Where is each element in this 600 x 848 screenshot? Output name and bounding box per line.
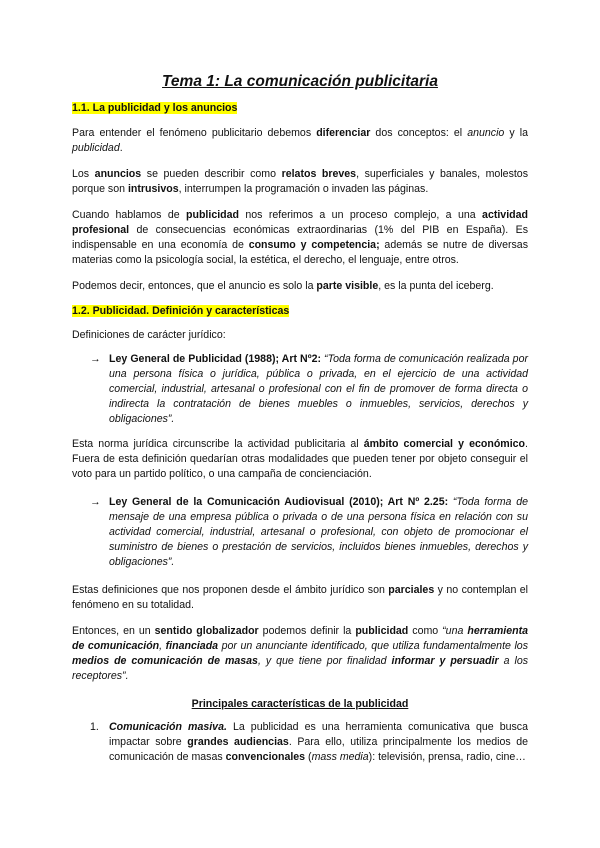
paragraph-norma: Esta norma jurídica circunscribe la actividad publicitaria al ámbito comercial y económico. Fuera de esta definición quedarían otras modalidades que pueden tener por objeto conseguir el voto para un partido político, o una campaña de concienciación.	[72, 438, 528, 480]
paragraph-anuncios: Los anuncios se pueden describir como relatos breves, superficiales y banales, molestos porque son intrusivos, interrumpen la programación o invaden las páginas.	[72, 168, 528, 195]
paragraph-definicion-global: Entonces, en un sentido globalizador podemos definir la publicidad como “una herramienta de comunicación, financiada por un anunciante identificado, que utiliza fundamentalmente los medios de comunicación de masas, y que tiene por finalidad informar y persuadir a los receptores”.	[72, 625, 529, 682]
paragraph-intro: Para entender el fenómeno publicitario debemos diferenciar dos conceptos: el anuncio y la publicidad.	[72, 127, 528, 154]
paragraph-iceberg: Podemos decir, entonces, que el anuncio es solo la parte visible, es la punta del iceberg.	[72, 280, 494, 292]
section-heading-2	[72, 304, 289, 319]
highlighted-heading: 1.2. Publicidad. Definición y características	[72, 305, 290, 317]
arrow-icon: →	[90, 496, 101, 508]
paragraph-publicidad: Cuando hablamos de publicidad nos referimos a un proceso complejo, a una actividad profesional de consecuencias económicas extraordinarias (1% del PIB en España). Es indispensable en una economía de consumo y competencia; además se nutre de diversas materias como la psicología social, la estética, el derecho, el lenguaje, entre otros.	[72, 209, 528, 266]
arrow-icon: →	[90, 353, 101, 365]
characteristics-subheading: Principales características de la publicidad	[191, 698, 409, 710]
bullet-ley-publicidad: → Ley General de Publicidad (1988); Art Nº2: “Toda forma de comunicación realizada por una persona física o jurídica, pública o privada, en el ejercicio de una actividad comercial, industrial, artesanal o profesional con el fin de promover de forma directa o indirecta la contratación de bienes muebles o inmuebles, servicios, derechos y obligaciones”.	[90, 353, 528, 425]
section-heading-1	[72, 101, 237, 116]
paragraph-definiciones: Definiciones de carácter jurídico:	[72, 329, 226, 341]
bullet-ley-audiovisual: → Ley General de la Comunicación Audiovisual (2010); Art Nº 2.25: “Toda forma de mensaje de una empresa pública o privada o de una persona física en relación con su actividad comercial, industrial, artesanal o profesional, con objeto de promocionar el suministro de bienes o prestación de servicios, incluidos bienes inmuebles, derechos y obligaciones”.	[90, 496, 528, 568]
list-number: 1.	[90, 721, 99, 733]
page-title: Tema 1: La comunicación publicitaria	[162, 73, 438, 90]
highlighted-heading: 1.1. La publicidad y los anuncios	[72, 102, 238, 114]
paragraph-parciales: Estas definiciones que nos proponen desde el ámbito jurídico son parciales y no contemplan el fenómeno en su totalidad.	[72, 584, 528, 611]
list-item: 1. Comunicación masiva. La publicidad es una herramienta comunicativa que busca impactar sobre grandes audiencias. Para ello, utiliza principalmente los medios de comunicación de masas convencionales (mass media): televisión, prensa, radio, cine…	[90, 721, 528, 763]
